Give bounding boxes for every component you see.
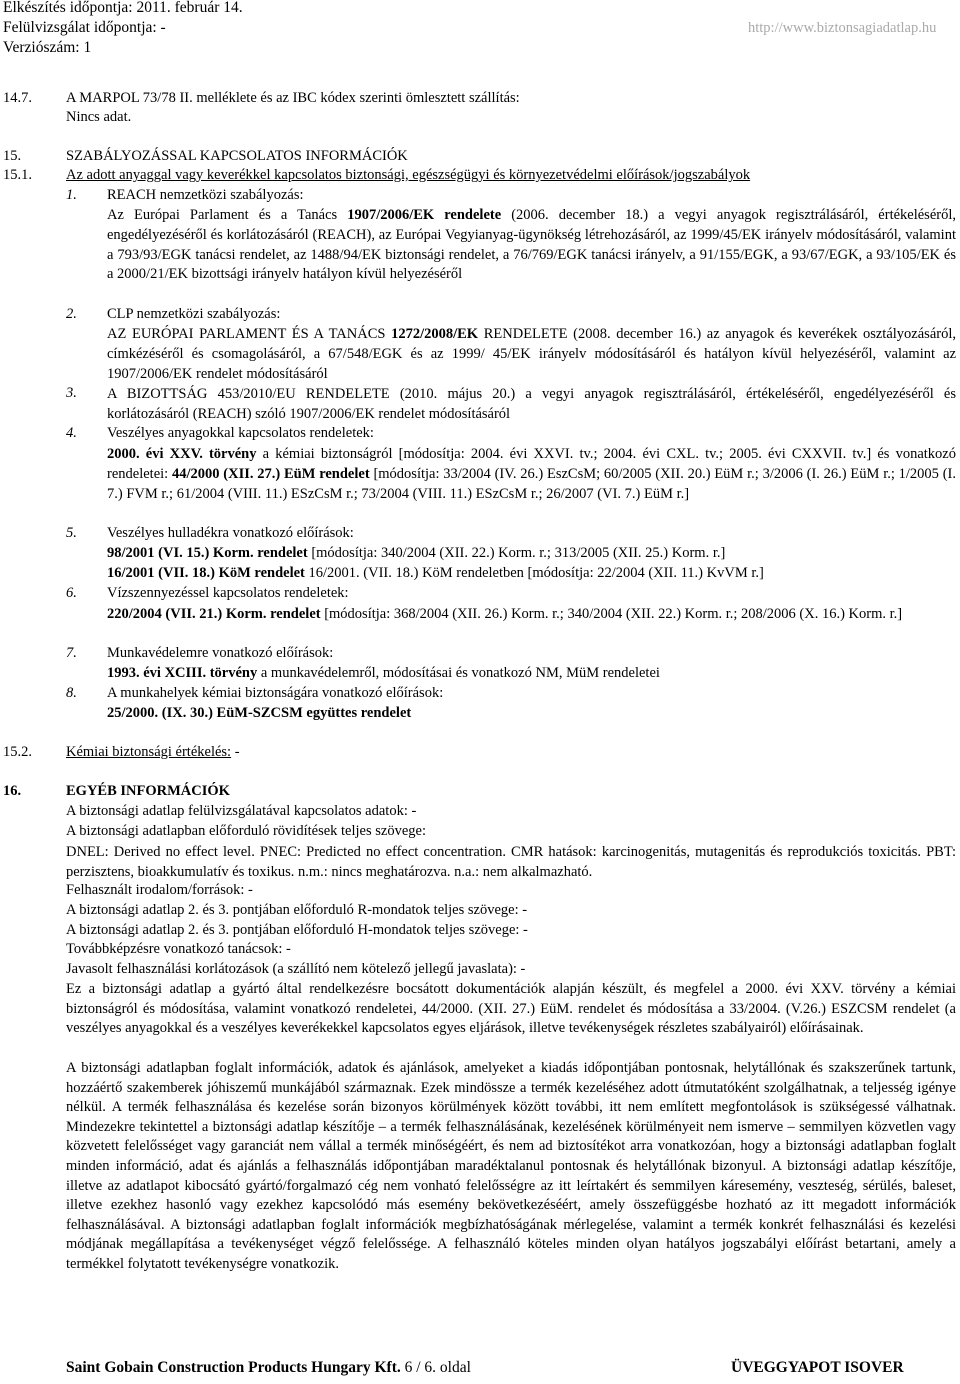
reg-1-number: 1.	[66, 187, 77, 203]
reg-8-title: A munkahelyek kémiai biztonságára vonatkozó előírások:	[107, 685, 444, 701]
section-15-2-line	[66, 744, 240, 761]
header-url-link[interactable]: http://www.biztonsagiadatlap.hu	[748, 20, 937, 36]
section-16-line-6: Továbbképzésre vonatkozó tanácsok: -	[66, 941, 291, 957]
reg-5-title: Veszélyes hulladékra vonatkozó előírások:	[107, 525, 354, 541]
reg-5-number: 5.	[66, 525, 77, 541]
section-15-1-number: 15.1.	[3, 167, 32, 183]
section-15-1-title: Az adott anyaggal vagy keverékkel kapcsolatos biztonsági, egészségügyi és környezetvédelmi előírások/jogszabályok	[66, 167, 751, 183]
reg-5-line-1: 98/2001 (VI. 15.) Korm. rendelet [módosítja: 340/2004 (XII. 22.) Korm. r.; 313/2005 (XII. 25.) Korm. r.]	[107, 545, 726, 561]
section-15-2-number: 15.2.	[3, 744, 32, 760]
reg-8-number: 8.	[66, 685, 77, 701]
reg-1-text: Az Európai Parlament és a Tanács 1907/2006/EK rendelete (2006. december 18.) a vegyi anyagok regisztrálásáról, értékeléséről, engedélyezéséről és korlátozásáról (REACH), az Európai Vegyianyag-ügynökség létrehozásáról, az 1999/45/EK irányelv módosításáról, valamint a 793/93/EGK tanácsi rendelet, az 1488/94/EK biztonsági rendelet, a 76/769/EGK tanácsi irányelv, a 91/155/EGK, a 93/67/EGK, a 93/105/EK és a 2000/21/EK bizottsági irányelv hatályon kívül helyezéséről	[107, 207, 956, 283]
section-16-line-4: A biztonsági adatlap 2. és 3. pontjában előforduló R-mondatok teljes szövege: -	[66, 902, 528, 918]
section-16-line-2: A biztonsági adatlapban előforduló rövidítések teljes szövege:	[66, 823, 426, 839]
reg-4-number: 4.	[66, 425, 77, 441]
section-15-number: 15.	[3, 148, 22, 164]
footer-company: Saint Gobain Construction Products Hungary Kft.	[66, 1359, 401, 1376]
reg-2-text: AZ EURÓPAI PARLAMENT ÉS A TANÁCS 1272/2008/EK RENDELETE (2008. december 16.) az anyagok és keverékek osztályozásáról, címkézéséről és csomagolásáról, a 67/548/EGK és az 1999/ 45/EK irányelv módosításáról és hatályon kívül helyezéséről, valamint az 1907/2006/EK rendelet módosításáról	[107, 326, 956, 382]
reg-2-title: CLP nemzetközi szabályozás:	[107, 306, 281, 322]
reg-5-line-2: 16/2001 (VII. 18.) KöM rendelet 16/2001. (VII. 18.) KöM rendeletben [módosítja: 22/2004 (XII. 11.) KvVM r.]	[107, 565, 764, 581]
reg-6-title: Vízszennyezéssel kapcsolatos rendeletek:	[107, 585, 349, 601]
section-14-7-number: 14.7.	[3, 90, 32, 106]
section-16-paragraph-2: A biztonsági adatlapban foglalt információk, adatok és ajánlások, amelyeket a kiadás időpontjában pontosnak, helytállónak és szakszerűnek tartunk, hozzáértő szakemberek jóhiszemű munkájából származnak. Ezek mindössze a termék kezeléséhez adott útmutatóként szolgálhatnak, a teljesség igénye nélkül. A termék felhasználása és kezelése során bizonyos körülmények között további, itt nem említett megfontolások is szükségessé válhatnak. Mindezekre tekintettel a biztonsági adatlap készítője – a termék felhasználásának, kezelésének körülményeit nem ismerve – semmilyen közvetlen vagy közvetett felelősséget vagy garanciát nem vállal a termék minőségéért, és nem ad biztosítékot arra vonatkozóan, hogy a biztonsági adatlapban foglalt minden információ, adat és ajánlás a felhasználás időpontjában maradéktalanul pontosnak és helytállónak bizonyul. A biztonsági adatlap készítője, illetve az adatlapot kibocsátó gyártó/forgalmazó cég nem vonható felelősségre az itt leírtakért és semmilyen káresemény, veszteség, sérülés, baleset, illetve ezekhez hasonló vagy ezekhez kapcsolódó más esemény bekövetkezéséért, amely összefüggésbe hozható az itt megadott információk felhasználásával. A biztonsági adatlapban foglalt információk megbízhatóságának mérlegelése, valamint a termék konkrét felhasználási és kezelési módjának megállapítása a tevékenységet végző felelőssége. A felhasználó köteles minden olyan hatályos jogszabályi előírást betartani, amely a termékkel folytatott tevékenységre vonatkozik.	[66, 1060, 956, 1272]
section-15-title: SZABÁLYOZÁSSAL KAPCSOLATOS INFORMÁCIÓK	[66, 148, 408, 164]
section-14-7-title: A MARPOL 73/78 II. melléklete és az IBC kódex szerinti ömlesztett szállítás:	[66, 90, 520, 106]
reg-7-title: Munkavédelemre vonatkozó előírások:	[107, 645, 334, 661]
section-16-number: 16.	[3, 783, 22, 799]
reg-6-text: 220/2004 (VII. 21.) Korm. rendelet [módosítja: 368/2004 (XII. 26.) Korm. r.; 340/2004 (XII. 22.) Korm. r.; 208/2006 (X. 16.) Korm. r.]	[107, 606, 903, 622]
reg-3-text: A BIZOTTSÁG 453/2010/EU RENDELETE (2010. május 20.) a vegyi anyagok regisztrálásáról, értékeléséről, engedélyezéséről és korlátozásáról (REACH) szóló 1907/2006/EK rendelet módosításáról	[107, 386, 956, 422]
reg-7-number: 7.	[66, 645, 77, 661]
section-14-7-value: Nincs adat.	[66, 109, 132, 125]
section-16-line-3: Felhasznált irodalom/források: -	[66, 882, 253, 898]
section-16-line-1: A biztonsági adatlap felülvizsgálatával kapcsolatos adatok: -	[66, 803, 417, 819]
reg-6-number: 6.	[66, 585, 77, 601]
revision-date: Felülvizsgálat időpontja: -	[3, 19, 166, 36]
reg-8-text: 25/2000. (IX. 30.) EüM-SZCSM együttes rendelet	[107, 705, 412, 721]
footer-page-number: 6 / 6. oldal	[404, 1359, 471, 1376]
section-16-line-5: A biztonsági adatlap 2. és 3. pontjában előforduló H-mondatok teljes szövege: -	[66, 922, 528, 938]
section-16-paragraph-1: Ez a biztonsági adatlap a gyártó által rendelkezésre bocsátott dokumentációk alapján készült, és megfelel a 2000. évi XXV. törvény a kémiai biztonságról és módosítása, valamint vonatkozó rendeletei, 44/2000. (XII. 27.) EüM. rendelet és módosítása a 33/2004. (V.26.) ESZCSM rendelet (a veszélyes anyagokkal és a veszélyes keverékekkel kapcsolatos egyes eljárások, illetve tevékenységek részletes szabályairól) előírásainak.	[66, 981, 956, 1037]
reg-7-text: 1993. évi XCIII. törvény a munkavédelemről, módosításai és vonatkozó NM, MüM rendeletei	[107, 665, 660, 681]
section-16-line-7: Javasolt felhasználási korlátozások (a szállító nem kötelező jellegű javaslata): -	[66, 961, 526, 977]
reg-2-number: 2.	[66, 306, 77, 322]
footer-product: ÜVEGGYAPOT ISOVER	[731, 1359, 904, 1376]
reg-3-number: 3.	[66, 385, 77, 401]
reg-4-text: 2000. évi XXV. törvény a kémiai biztonságról [módosítja: 2004. évi XXVI. tv.; 2004. évi CXL. tv.; 2005. évi CXXVII. tv.] és vonatkozó rendeletei: 44/2000 (XII. 27.) EüM rendelet [módosítja: 33/2004 (IV. 26.) EszCsM; 60/2005 (XII. 20.) EüM r.; 3/2006 (I. 26.) EüM r.; 1/2005 (I. 7.) FVM r.; 61/2004 (VIII. 11.) ESzCsM r.; 73/2004 (VIII. 11.) ESzCsM r.; 26/2007 (VI. 7.) EüM r.]	[107, 446, 956, 502]
section-15-2-value: -	[231, 744, 240, 760]
created-date: Elkészítés időpontja: 2011. február 14.	[3, 0, 243, 16]
section-15-2-title: Kémiai biztonsági értékelés:	[66, 744, 232, 760]
reg-4-title: Veszélyes anyagokkal kapcsolatos rendeletek:	[107, 425, 374, 441]
reg-1-title: REACH nemzetközi szabályozás:	[107, 187, 304, 203]
footer-line	[66, 1359, 471, 1377]
section-16-title: EGYÉB INFORMÁCIÓK	[66, 783, 230, 799]
section-16-abbreviations: DNEL: Derived no effect level. PNEC: Predicted no effect concentration. CMR hatások: karcinogenitás, mutagenitás és reprodukciós toxicitás. PBT: perzisztens, bioakkumulatív és toxikus. n.m.: nincs meghatározva. n.a.: nem alkalmazható.	[66, 844, 956, 880]
version-number: Verziószám: 1	[3, 39, 92, 56]
